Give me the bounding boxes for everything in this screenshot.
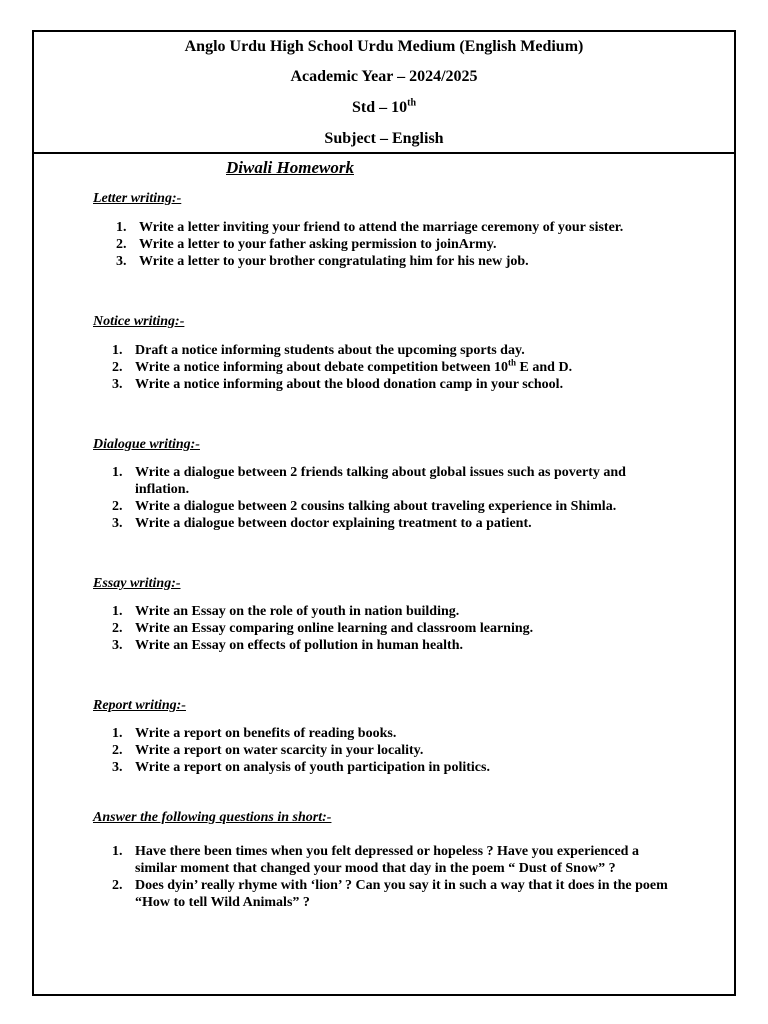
standard xyxy=(34,99,734,117)
section-heading-essay: Essay writing:- xyxy=(93,576,181,591)
item-text-line: “How to tell Wild Animals” ? xyxy=(135,895,310,910)
item-number: 3. xyxy=(112,516,123,531)
homework-title: Diwali Homework xyxy=(226,158,354,177)
ordinal-suffix: th xyxy=(508,357,517,368)
standard-suffix: th xyxy=(407,97,417,109)
item-number: 1. xyxy=(112,844,123,859)
item-text-line: inflation. xyxy=(135,482,190,497)
item-text: Write a notice informing about the blood donation camp in your school. xyxy=(135,377,564,392)
section-heading-report: Report writing:- xyxy=(93,698,186,713)
item-text-line: Write a dialogue between 2 friends talking about global issues such as poverty and xyxy=(135,465,626,480)
school-name: Anglo Urdu High School Urdu Medium (English Medium) xyxy=(184,38,584,55)
item-text: Write a letter inviting your friend to attend the marriage ceremony of your sister. xyxy=(139,220,624,235)
section-heading-notice: Notice writing:- xyxy=(93,314,185,329)
standard-text: Std – 10 xyxy=(351,99,408,116)
item-text: Write a report on water scarcity in your locality. xyxy=(135,743,424,758)
item-text: Write a report on analysis of youth participation in politics. xyxy=(135,760,490,775)
item-number: 3. xyxy=(112,377,123,392)
item-number: 2. xyxy=(112,499,123,514)
item-text: Write a dialogue between 2 cousins talking about traveling experience in Shimla. xyxy=(135,499,617,514)
item-text-part: Write a notice informing about debate competition between 10 xyxy=(135,360,509,375)
item-text: Write a letter to your brother congratulating him for his new job. xyxy=(139,254,529,269)
document-header xyxy=(34,32,734,154)
item-number: 1. xyxy=(116,220,127,235)
item-text: Write a report on benefits of reading books. xyxy=(135,726,397,741)
item-text-line: Have there been times when you felt depressed or hopeless ? Have you experienced a xyxy=(135,844,639,859)
item-text: Write a dialogue between doctor explaining treatment to a patient. xyxy=(135,516,532,531)
item-number: 2. xyxy=(116,237,127,252)
item-number: 3. xyxy=(116,254,127,269)
item-number: 1. xyxy=(112,726,123,741)
item-number: 3. xyxy=(112,638,123,653)
item-number: 2. xyxy=(112,621,123,636)
item-text-part: E and D. xyxy=(516,360,573,375)
item-number: 1. xyxy=(112,343,123,358)
item-number: 1. xyxy=(112,465,123,480)
section-heading-letter: Letter writing:- xyxy=(93,191,182,206)
item-number: 2. xyxy=(112,360,123,375)
item-number: 3. xyxy=(112,760,123,775)
section-heading-dialogue: Dialogue writing:- xyxy=(93,437,200,452)
academic-year: Academic Year – 2024/2025 xyxy=(290,68,478,85)
item-number: 2. xyxy=(112,743,123,758)
subject: Subject – English xyxy=(324,130,444,147)
item-text: Write an Essay on the role of youth in nation building. xyxy=(135,604,460,619)
item-text-line: Does dyin’ really rhyme with ‘lion’ ? Can you say it in such a way that it does in the poem xyxy=(135,878,668,893)
item-text xyxy=(135,359,572,376)
item-number: 1. xyxy=(112,604,123,619)
item-text: Write a letter to your father asking permission to joinArmy. xyxy=(139,237,497,252)
item-text: Write an Essay comparing online learning and classroom learning. xyxy=(135,621,534,636)
item-text-line: similar moment that changed your mood that day in the poem “ Dust of Snow” ? xyxy=(135,861,616,876)
item-text: Draft a notice informing students about the upcoming sports day. xyxy=(135,343,525,358)
section-heading-questions: Answer the following questions in short:- xyxy=(93,810,332,825)
item-number: 2. xyxy=(112,878,123,893)
item-text: Write an Essay on effects of pollution in human health. xyxy=(135,638,463,653)
